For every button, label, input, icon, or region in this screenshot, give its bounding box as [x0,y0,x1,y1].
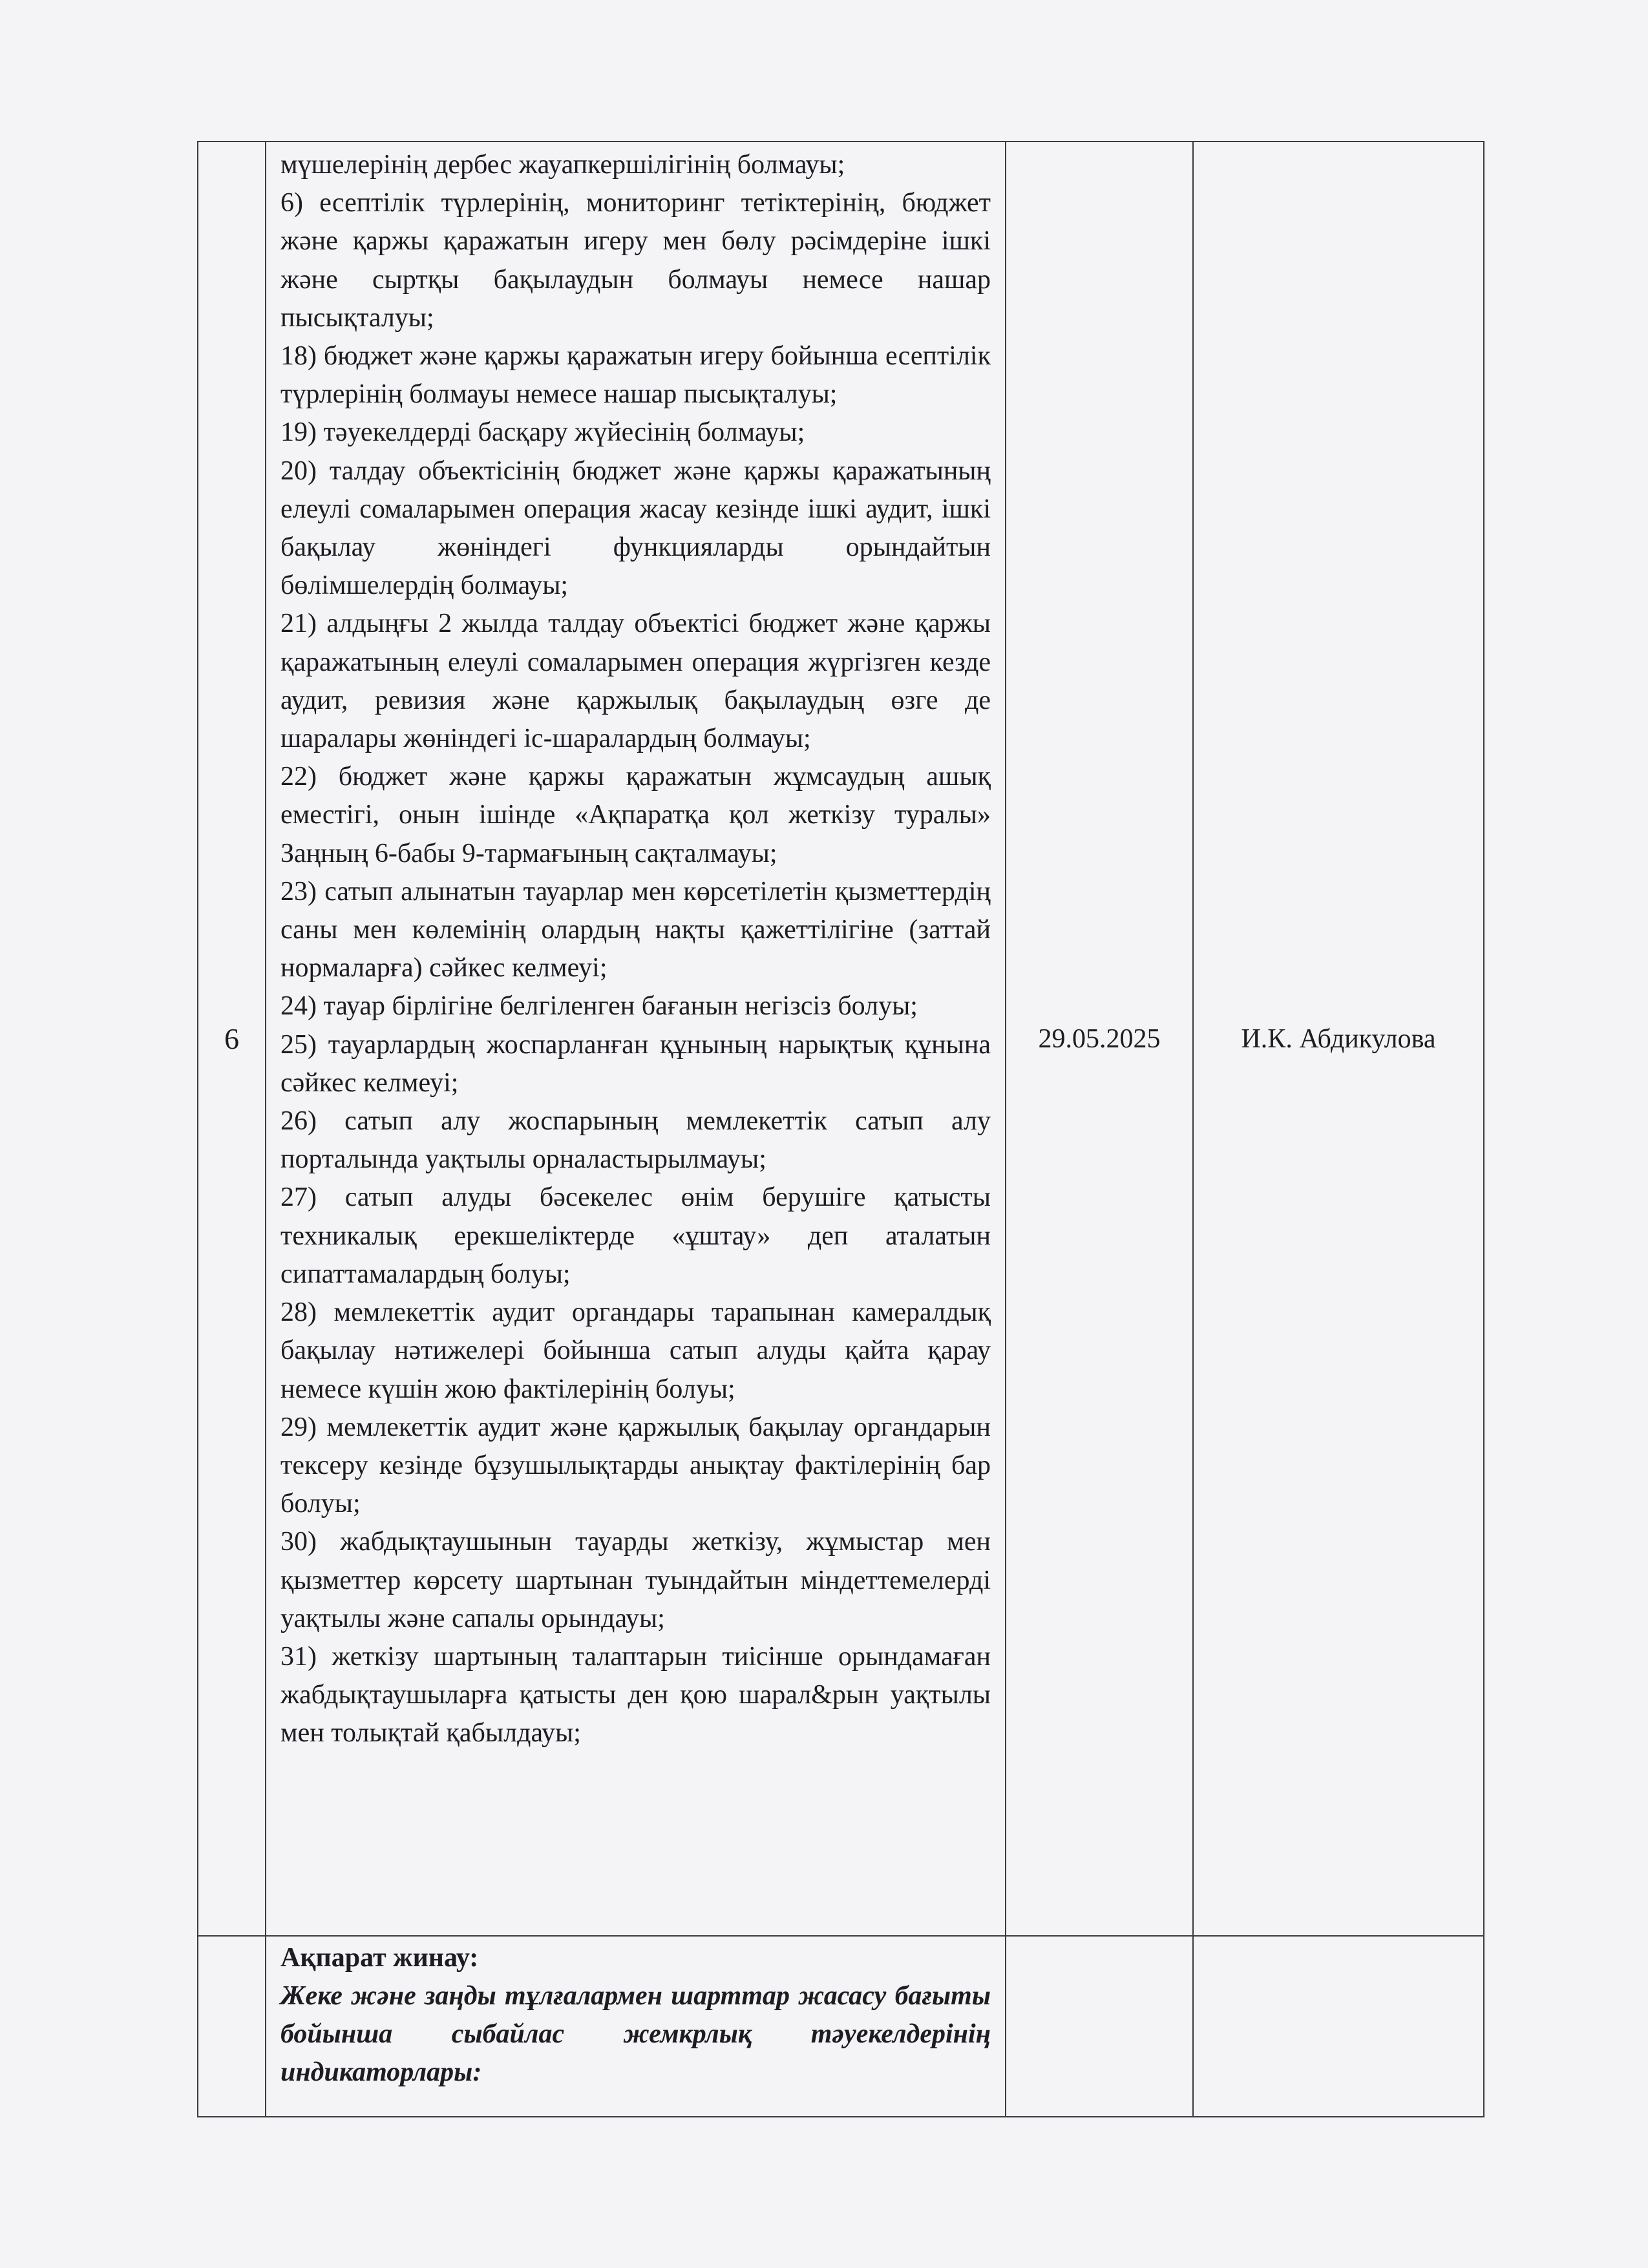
list-item: 26) сатып алу жоспарының мемлекеттік сатып алу порталында уақтылы орналастырылмауы; [280,1106,991,1175]
date-cell: 29.05.2025 [1006,142,1193,1936]
responsible-cell: И.К. Абдикулова [1193,142,1484,1936]
empty-number-cell [198,1936,266,2117]
risk-table [197,141,1484,2117]
list-item: 29) мемлекеттік аудит және қаржылық бақылау органдарын тексеру кезінде бұзушылықтарды анықтау фактілерінің бар болуы; [280,1412,991,1519]
list-item: мүшелерінің дербес жауапкершілігінің болмауы; [280,150,845,180]
list-item: 6) есептілік түрлерінің, мониторинг тетіктерінің, бюджет және қаржы қаражатын игеру мен бөлу рәсімдеріне ішкі және сыртқы бақылаудын болмауы немесе нашар пысықталуы; [280,188,991,333]
list-item: 19) тәуекелдерді басқару жүйесінің болмауы; [280,417,805,448]
table-row [198,1936,1484,2117]
list-item: 25) тауарлардың жоспарланған құнының нарықтық құнына сәйкес келмеуі; [280,1029,991,1098]
list-item: 31) жеткізу шартының талаптарын тиісінше орындамаған жабдықтаушыларға қатысты ден қою шарал&рын уақтылы мен толықтай қабылдауы; [280,1641,991,1748]
row-number-cell: 6 [198,142,266,1936]
empty-responsible-cell [1193,1936,1484,2117]
list-item: 27) сатып алуды бәсекелес өнім берушіге қатысты техникалық ерекшеліктерде «ұштау» деп аталатын сипаттамалардың болуы; [280,1182,991,1289]
list-item: 18) бюджет және қаржы қаражатын игеру бойынша есептілік түрлерінің болмауы немесе нашар пысықталуы; [280,341,991,410]
list-item: 23) сатып алынатын тауарлар мен көрсетілетін қызметтердің саны мен көлемінің олардың нақты қажеттілігіне (заттай нормаларға) сәйкес келмеуі; [280,876,991,983]
list-item: 22) бюджет және қаржы қаражатын жұмсаудың ашық еместігі, онын ішінде «Ақпаратқа қол жеткізу туралы» Заңның 6-бабы 9-тармағының сақталмауы; [280,762,991,868]
list-item: 28) мемлекеттік аудит органдары тарапынан камералдық бақылау нәтижелері бойынша сатып алуды қайта қарау немесе күшін жою фактілерінің болуы; [280,1297,991,1404]
list-item: 21) алдыңғы 2 жылда талдау объектісі бюджет және қаржы қаражатының елеулі сомаларымен операция жүргізген кезде аудит, ревизия және қаржылық бақылаудың өзге де шаралары жөніндегі іс-шаралардың болмауы; [280,609,991,754]
list-item: 20) талдау объектісінің бюджет және қаржы қаражатының елеулі сомаларымен операция жасау кезінде ішкі аудит, ішкі бақылау жөніндегі функцияларды орындайтын бөлімшелердің болмауы; [280,456,991,601]
section-subheading: Жеке және заңды тұлғалармен шарттар жасасу бағыты бойынша сыбайлас жемкрлық тәуекелдерінің индикаторлары: [280,1981,991,2087]
list-item: 24) тауар бірлігіне белгіленген бағанын негізсіз болуы; [280,991,918,1022]
table-row [198,142,1484,1936]
list-item: 30) жабдықтаушынын тауарды жеткізу, жұмыстар мен қызметтер көрсету шартынан туындайтын міндеттемелерді уақтылы және сапалы орындауы; [280,1527,991,1633]
risk-indicators-cell [266,142,1006,1936]
section-header-cell [266,1936,1006,2117]
empty-date-cell [1006,1936,1193,2117]
section-heading: Ақпарат жинау: [280,1943,479,1973]
